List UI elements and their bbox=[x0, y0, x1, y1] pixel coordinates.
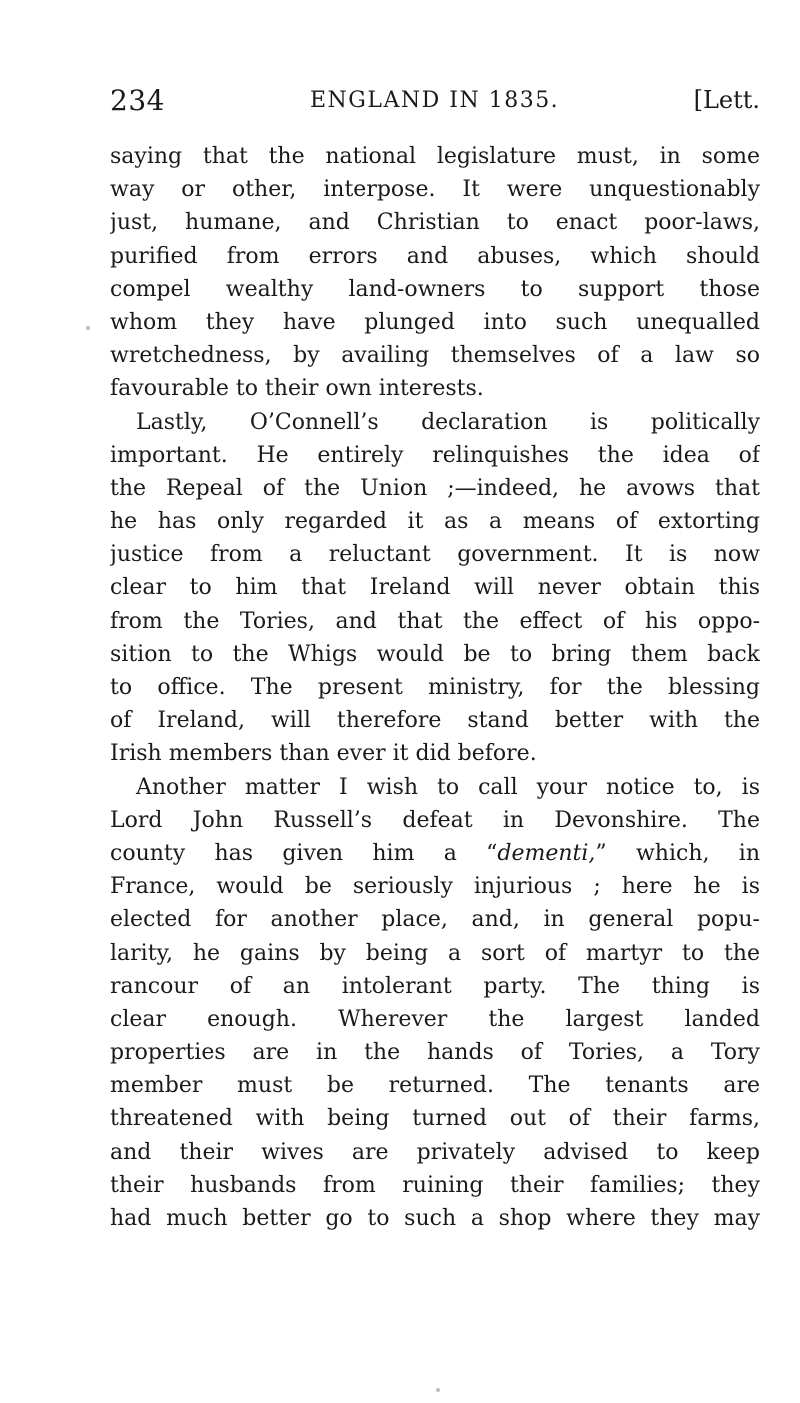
paper-fleck bbox=[436, 1388, 440, 1392]
text-line: elected for another place, and, in general popu- bbox=[110, 907, 760, 933]
text-line: their husbands from ruining their families; they bbox=[110, 1172, 760, 1198]
running-head bbox=[110, 78, 760, 122]
text-line: member must be returned. The tenants are bbox=[110, 1073, 760, 1099]
text-line: Lord John Russell’s defeat in Devonshire. The bbox=[110, 807, 760, 833]
body-text bbox=[110, 140, 760, 1235]
text-run: ” which, in bbox=[595, 840, 760, 866]
text-line: compel wealthy land-owners to support those bbox=[110, 276, 760, 302]
text-line: and their wives are privately advised to keep bbox=[110, 1139, 760, 1165]
text-line: properties are in the hands of Tories, a Tory bbox=[110, 1040, 760, 1066]
italic-word: dementi, bbox=[497, 840, 596, 866]
text-line: larity, he gains by being a sort of martyr to the bbox=[110, 940, 760, 966]
text-line: wretchedness, by availing themselves of a law so bbox=[110, 343, 760, 369]
text-line: to office. The present ministry, for the blessing bbox=[110, 675, 760, 700]
text-line: of Ireland, will therefore stand better with the bbox=[110, 708, 760, 734]
text-line: justice from a reluctant government. It is now bbox=[110, 542, 760, 568]
text-line: favourable to their own interests. bbox=[110, 376, 484, 402]
running-head-letter-marker: [Lett. bbox=[693, 86, 760, 114]
text-line-with-italic bbox=[110, 837, 760, 870]
text-line: just, humane, and Christian to enact poor-laws, bbox=[110, 210, 760, 236]
text-line: saying that the national legislature must, in some bbox=[110, 144, 760, 169]
text-line: threatened with being turned out of their farms, bbox=[110, 1106, 760, 1132]
text-line: rancour of an intolerant party. The thing is bbox=[110, 973, 760, 999]
text-line: France, would be seriously injurious ; here he is bbox=[110, 874, 760, 900]
text-line: had much better go to such a shop where they may bbox=[110, 1206, 760, 1231]
paper-fleck bbox=[86, 326, 90, 330]
text-line: whom they have plunged into such unequalled bbox=[110, 309, 760, 335]
text-line: important. He entirely relinquishes the idea of bbox=[110, 442, 760, 468]
text-line: the Repeal of the Union ;—indeed, he avows that bbox=[110, 475, 760, 501]
running-title: ENGLAND IN 1835. bbox=[310, 88, 560, 113]
text-run: county has given him a “ bbox=[110, 840, 498, 866]
text-line: from the Tories, and that the effect of his oppo- bbox=[110, 608, 760, 634]
text-line-paragraph-start: Lastly, O’Connell’s declaration is politically bbox=[136, 409, 760, 435]
text-line: he has only regarded it as a means of extorting bbox=[110, 509, 760, 535]
text-line: sition to the Whigs would be to bring them back bbox=[110, 641, 760, 667]
text-line: clear enough. Wherever the largest landed bbox=[110, 1006, 760, 1032]
text-line: purified from errors and abuses, which should bbox=[110, 243, 760, 269]
text-line: Irish members than ever it did before. bbox=[110, 741, 537, 767]
text-line-paragraph-start: Another matter I wish to call your notice to, is bbox=[136, 774, 760, 800]
text-line: clear to him that Ireland will never obtain this bbox=[110, 575, 760, 601]
text-line: way or other, interpose. It were unquestionably bbox=[110, 177, 760, 203]
page-number: 234 bbox=[110, 84, 165, 117]
